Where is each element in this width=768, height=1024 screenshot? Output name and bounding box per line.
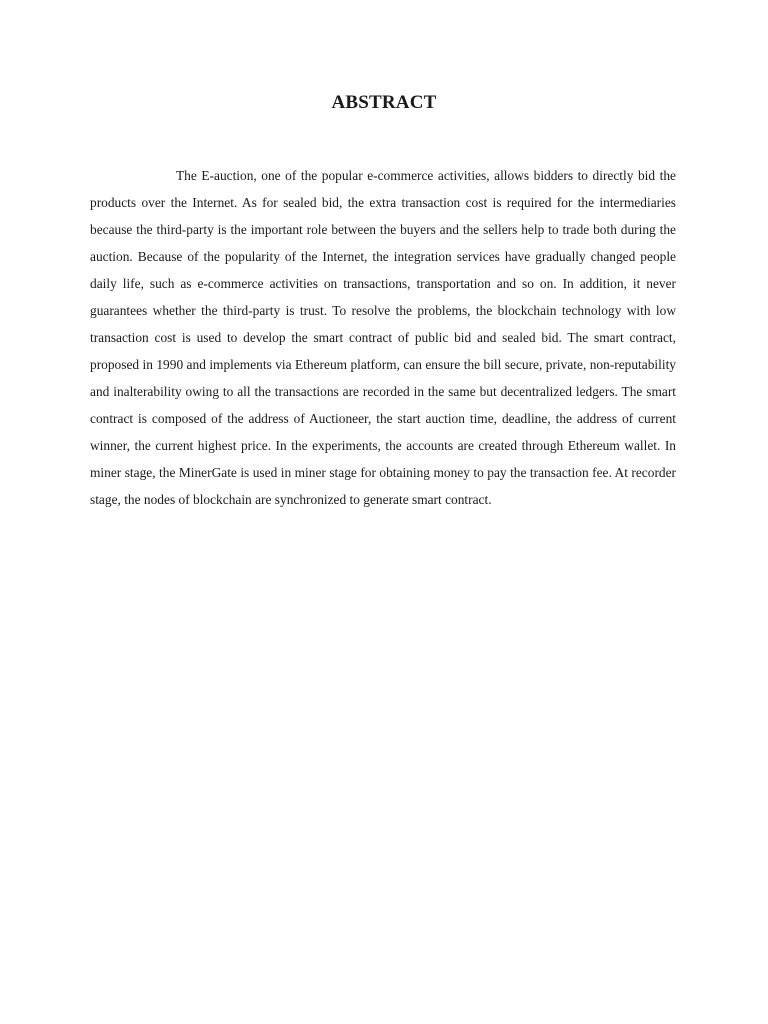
page-title: ABSTRACT — [331, 92, 437, 113]
abstract-paragraph: The E-auction, one of the popular e-commerce activities, allows bidders to directly bid the products over the Internet. As for sealed bid, the extra transaction cost is required for the intermediaries because the third-party is the important role between the buyers and the sellers help to trade both during the auction. Because of the popularity of the Internet, the integration services have gradually changed people daily life, such as e-commerce activities on transactions, transportation and so on. In addition, it never guarantees whether the third-party is trust. To resolve the problems, the blockchain technology with low transaction cost is used to develop the smart contract of public bid and sealed bid. The smart contract, proposed in 1990 and implements via Ethereum platform, can ensure the bill secure, private, non-reputability and inalterability owing to all the transactions are recorded in the same but decentralized ledgers. The smart contract is composed of the address of Auctioneer, the start auction time, deadline, the address of current winner, the current highest price. In the experiments, the accounts are created through Ethereum wallet. In miner stage, the MinerGate is used in miner stage for obtaining money to pay the transaction fee. At recorder stage, the nodes of blockchain are synchronized to generate smart contract. — [90, 168, 676, 507]
